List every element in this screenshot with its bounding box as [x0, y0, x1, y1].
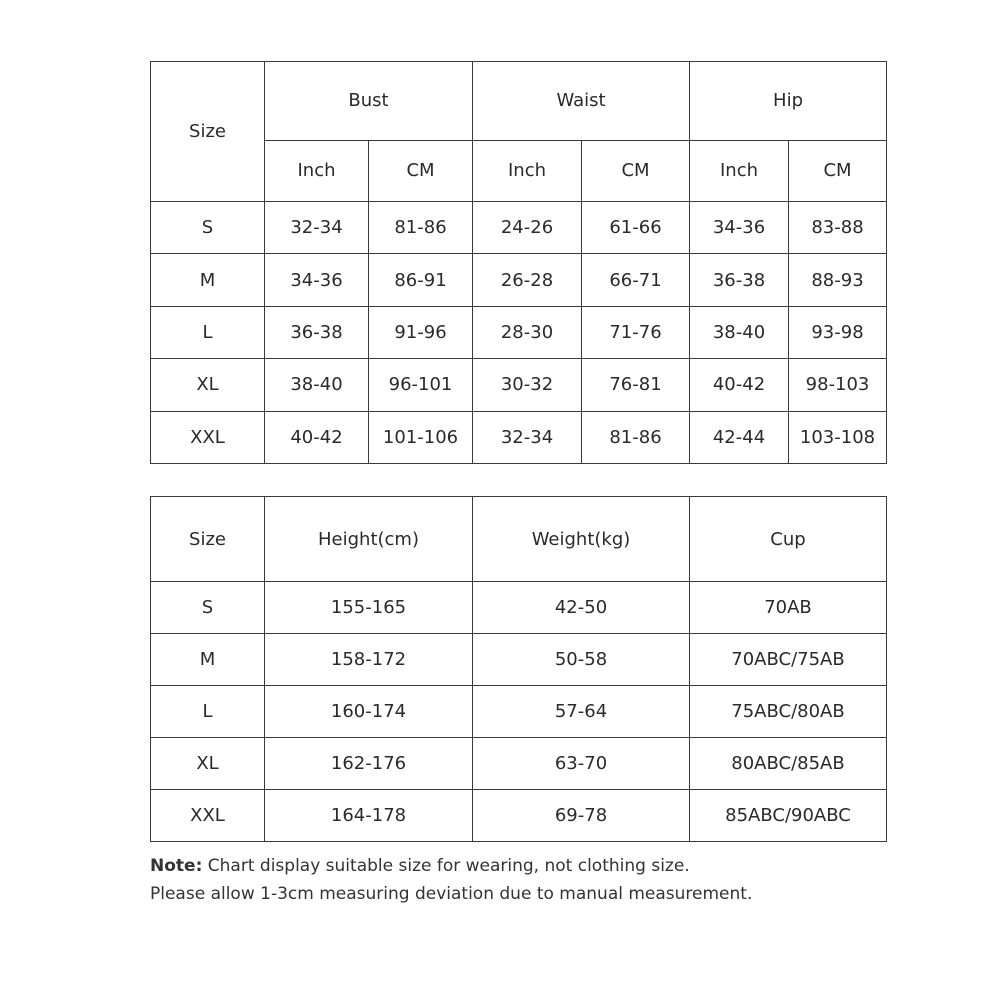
- unit-header: CM: [789, 140, 887, 201]
- table-cell: 36-38: [265, 306, 369, 358]
- note-text-1: Chart display suitable size for wearing, not clothing size.: [207, 856, 690, 876]
- hip-header: Hip: [690, 62, 887, 141]
- cup-cell: 85ABC/90ABC: [690, 790, 887, 842]
- height-cell: 160-174: [265, 686, 473, 738]
- unit-header: CM: [369, 140, 473, 201]
- size-cell: L: [151, 686, 265, 738]
- table-row: [151, 686, 887, 738]
- size-cell: XXL: [151, 411, 265, 463]
- table-row: [151, 359, 887, 411]
- table-cell: 40-42: [265, 411, 369, 463]
- table-cell: 32-34: [473, 411, 582, 463]
- table-cell: 30-32: [473, 359, 582, 411]
- table-row: [151, 254, 887, 306]
- table-cell: 26-28: [473, 254, 582, 306]
- table-cell: 81-86: [582, 411, 690, 463]
- table-cell: 34-36: [690, 202, 789, 254]
- note-line-2: Please allow 1-3cm measuring deviation due to manual measurement.: [150, 884, 753, 904]
- size-cell: XXL: [151, 790, 265, 842]
- table-cell: 103-108: [789, 411, 887, 463]
- weight-cell: 57-64: [473, 686, 690, 738]
- height-header: Height(cm): [265, 497, 473, 582]
- cup-header: Cup: [690, 497, 887, 582]
- size-cell: XL: [151, 359, 265, 411]
- unit-header: CM: [582, 140, 690, 201]
- table-cell: 83-88: [789, 202, 887, 254]
- measurements-table: [150, 61, 887, 464]
- size-cell: L: [151, 306, 265, 358]
- weight-cell: 69-78: [473, 790, 690, 842]
- height-cell: 155-165: [265, 582, 473, 634]
- weight-cell: 42-50: [473, 582, 690, 634]
- waist-header: Waist: [473, 62, 690, 141]
- table-cell: 81-86: [369, 202, 473, 254]
- unit-header: Inch: [473, 140, 582, 201]
- height-cell: 162-176: [265, 738, 473, 790]
- table-row: [151, 202, 887, 254]
- table-cell: 40-42: [690, 359, 789, 411]
- weight-cell: 63-70: [473, 738, 690, 790]
- table-cell: 93-98: [789, 306, 887, 358]
- table-cell: 28-30: [473, 306, 582, 358]
- size-cell: XL: [151, 738, 265, 790]
- cup-cell: 70AB: [690, 582, 887, 634]
- table-cell: 66-71: [582, 254, 690, 306]
- table-row: [151, 306, 887, 358]
- cup-cell: 70ABC/75AB: [690, 634, 887, 686]
- table-row: [151, 411, 887, 463]
- size-header: Size: [151, 62, 265, 202]
- table-cell: 38-40: [265, 359, 369, 411]
- table-row: [151, 790, 887, 842]
- measurements-group-header-row: [151, 62, 887, 141]
- table-cell: 42-44: [690, 411, 789, 463]
- table-cell: 98-103: [789, 359, 887, 411]
- table-cell: 32-34: [265, 202, 369, 254]
- table-row: [151, 634, 887, 686]
- table-cell: 76-81: [582, 359, 690, 411]
- table-cell: 61-66: [582, 202, 690, 254]
- note-label: Note:: [150, 856, 203, 876]
- table-cell: 71-76: [582, 306, 690, 358]
- table-cell: 86-91: [369, 254, 473, 306]
- fit-table: [150, 496, 887, 842]
- size-header: Size: [151, 497, 265, 582]
- table-cell: 91-96: [369, 306, 473, 358]
- weight-cell: 50-58: [473, 634, 690, 686]
- unit-header: Inch: [690, 140, 789, 201]
- table-cell: 24-26: [473, 202, 582, 254]
- table-row: [151, 582, 887, 634]
- table-cell: 88-93: [789, 254, 887, 306]
- table-cell: 36-38: [690, 254, 789, 306]
- unit-header: Inch: [265, 140, 369, 201]
- table-cell: 101-106: [369, 411, 473, 463]
- table-cell: 34-36: [265, 254, 369, 306]
- size-cell: M: [151, 634, 265, 686]
- table-cell: 38-40: [690, 306, 789, 358]
- height-cell: 164-178: [265, 790, 473, 842]
- weight-header: Weight(kg): [473, 497, 690, 582]
- height-cell: 158-172: [265, 634, 473, 686]
- size-cell: S: [151, 202, 265, 254]
- bust-header: Bust: [265, 62, 473, 141]
- size-cell: M: [151, 254, 265, 306]
- table-cell: 96-101: [369, 359, 473, 411]
- note: [150, 852, 752, 908]
- size-cell: S: [151, 582, 265, 634]
- note-line-1: [150, 852, 752, 880]
- cup-cell: 80ABC/85AB: [690, 738, 887, 790]
- cup-cell: 75ABC/80AB: [690, 686, 887, 738]
- fit-header-row: [151, 497, 887, 582]
- table-row: [151, 738, 887, 790]
